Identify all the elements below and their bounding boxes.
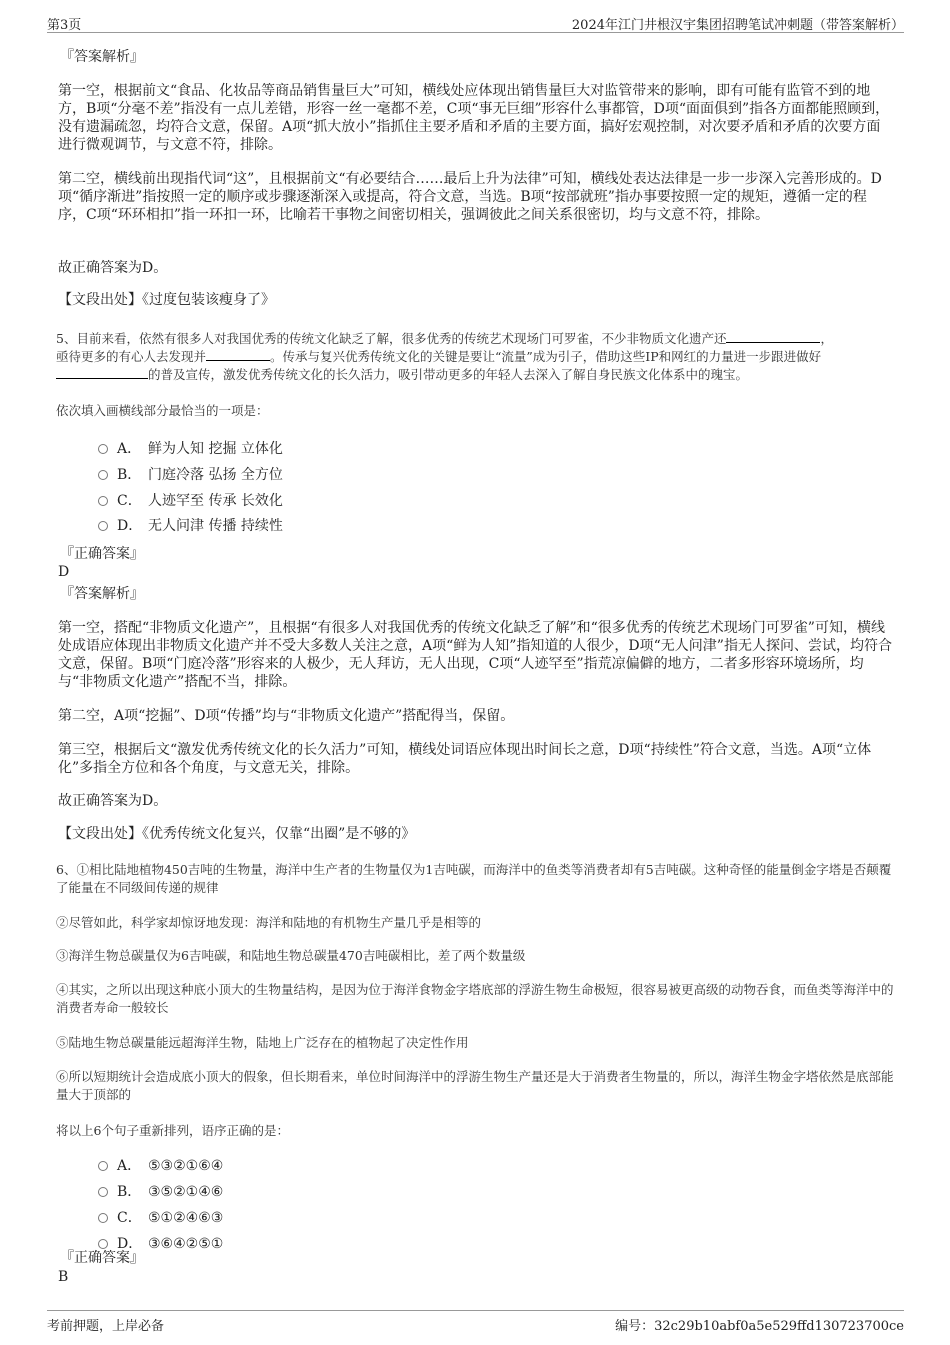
q4-analysis-label: 『答案解析』 bbox=[60, 49, 144, 65]
page-header bbox=[47, 12, 904, 33]
footer-slogan: 考前押题，上岸必备 bbox=[47, 1319, 165, 1334]
q6-answer: B bbox=[58, 1269, 69, 1285]
q5-option-d[interactable]: D． 无人问津 传播 持续性 bbox=[98, 517, 283, 535]
q5-analysis-para1: 第一空，搭配“非物质文化遗产”，且根据“有很多人对我国优秀的传统文化缺乏了解”和“很多优秀的传统艺术现场门可罗雀”可知，横线处成语应体现出非物质文化遗产并不受大多数人关注之意，A项“鲜为人知”指知道的人很少，D项“无人问津”指无人探问、尝试，均符合文意，保留。B项“门庭冷落”形容来的人极少，无人拜访，无人出现，C项“人迹罕至”指荒凉偏僻的地方，二者多形容环境场所，均与“非物质文化遗产”搭配不当，排除。 bbox=[58, 620, 892, 690]
q4-analysis-para2: 第二空，横线前出现指代词“这”，且根据前文“有必要结合……最后上升为法律”可知，横线处表达法律是一步一步深入完善形成的。D项“循序渐进”指按照一定的顺序或步骤逐渐深入或提高，符合文意，当选。B项“按部就班”指办事要按照一定的规矩，遵循一定的程序，C项“环环相扣”指一环扣一环，比喻若干事物之间密切相关，强调彼此之间关系很密切，均与文意不符，排除。 bbox=[58, 171, 882, 223]
q5-stem-part3: 亟待更多的有心人去发现并 bbox=[56, 349, 207, 364]
q6-sentence-3: ③海洋生物总碳量仅为6吉吨碳，和陆地生物总碳量470吉吨碳相比，差了两个数量级 bbox=[56, 948, 526, 963]
q5-analysis-para3: 第三空，根据后文“激发优秀传统文化的长久活力”可知，横线处词语应体现出时间长之意，D项“持续性”符合文意，当选。A项“立体化”多指全方位和各个角度，与文意无关，排除。 bbox=[58, 742, 872, 776]
q5-stem-part5: 的普及宣传，激发优秀传统文化的长久活力，吸引带动更多的年轻人去深入了解自身民族文化体系中的瑰宝。 bbox=[148, 367, 749, 382]
q5-answer-label: 『正确答案』 bbox=[60, 546, 144, 562]
radio-icon[interactable] bbox=[98, 496, 108, 506]
document-title: 2024年江门井根汉宇集团招聘笔试冲刺题（带答案解析） bbox=[571, 18, 904, 33]
q6-prompt: 将以上6个句子重新排列，语序正确的是： bbox=[56, 1123, 289, 1138]
q6-sentence-5: ⑤陆地生物总碳量能远超海洋生物，陆地上广泛存在的植物起了决定性作用 bbox=[56, 1035, 469, 1050]
q6-answer-label: 『正确答案』 bbox=[60, 1250, 144, 1266]
q4-analysis-para1: 第一空，根据前文“食品、化妆品等商品销售量巨大”可知，横线处应体现出销售量巨大对监管带来的影响，即有可能有监管不到的地方，B项“分毫不差”指没有一点儿差错，形容一丝一毫都不差，C项“事无巨细”形容什么事都管，D项“面面俱到”指各方面都能照顾到，没有遗漏疏忽，均符合文意，保留。A项“抓大放小”指抓住主要矛盾和矛盾的主要方面，搞好宏观控制，对次要矛盾和矛盾的次要方面进行微观调节，与文意不符，排除。 bbox=[58, 83, 890, 153]
q6-sentence-1: 6、①相比陆地植物450吉吨的生物量，海洋中生产者的生物量仅为1吉吨碳，而海洋中的鱼类等消费者却有5吉吨碳。这种奇怪的能量倒金字塔是否颠覆了能量在不同级间传递的规律 bbox=[56, 862, 892, 895]
q5-prompt: 依次填入画横线部分最恰当的一项是： bbox=[56, 403, 269, 418]
radio-icon[interactable] bbox=[98, 1161, 108, 1171]
radio-icon[interactable] bbox=[98, 521, 108, 531]
q4-source: 【文段出处】《过度包装该瘦身了》 bbox=[58, 292, 275, 308]
q6-option-b[interactable]: B． ③⑤②①④⑥ bbox=[98, 1183, 223, 1201]
radio-icon[interactable] bbox=[98, 1239, 108, 1249]
q5-blank-2 bbox=[206, 348, 270, 361]
q5-option-a[interactable]: A． 鲜为人知 挖掘 立体化 bbox=[98, 440, 283, 458]
footer-serial: 编号：32c29b10abf0a5e529ffd130723700ce bbox=[615, 1319, 904, 1334]
q6-sentence-4: ④其实，之所以出现这种底小顶大的生物量结构，是因为位于海洋食物金字塔底部的浮游生物生命极短，很容易被更高级的动物吞食，而鱼类等海洋中的消费者寿命一般较长 bbox=[56, 982, 894, 1015]
q5-source: 【文段出处】《优秀传统文化复兴，仅靠“出圈”是不够的》 bbox=[58, 826, 416, 842]
q4-conclusion: 故正确答案为D。 bbox=[58, 260, 168, 276]
radio-icon[interactable] bbox=[98, 1213, 108, 1223]
q5-answer: D bbox=[58, 564, 70, 580]
radio-icon[interactable] bbox=[98, 470, 108, 480]
q5-analysis-label: 『答案解析』 bbox=[60, 586, 144, 602]
page-footer bbox=[47, 1310, 904, 1337]
q5-option-b[interactable]: B． 门庭冷落 弘扬 全方位 bbox=[98, 466, 283, 484]
q5-analysis-para2: 第二空，A项“挖掘”、D项“传播”均与“非物质文化遗产”搭配得当，保留。 bbox=[58, 708, 515, 724]
q6-option-c[interactable]: C． ⑤①②④⑥③ bbox=[98, 1209, 223, 1227]
q6-sentence-2: ②尽管如此，科学家却惊讶地发现：海洋和陆地的有机物生产量几乎是相等的 bbox=[56, 915, 482, 930]
q5-stem-part2: ， bbox=[820, 331, 833, 346]
q6-option-a[interactable]: A． ⑤③②①⑥④ bbox=[98, 1157, 223, 1175]
q5-stem bbox=[56, 330, 896, 384]
radio-icon[interactable] bbox=[98, 444, 108, 454]
q5-stem-part1: 5、目前来看，依然有很多人对我国优秀的传统文化缺乏了解，很多优秀的传统艺术现场门可罗雀，不少非物质文化遗产还 bbox=[56, 331, 727, 346]
radio-icon[interactable] bbox=[98, 1187, 108, 1197]
q6-sentence-6: ⑥所以短期统计会造成底小顶大的假象，但长期看来，单位时间海洋中的浮游生物生产量还是大于消费者生物量的，所以，海洋生物金字塔依然是底部能量大于顶部的 bbox=[56, 1069, 894, 1102]
q5-blank-3 bbox=[56, 366, 148, 379]
page-number: 第3页 bbox=[47, 18, 82, 33]
q6-option-d[interactable]: D． ③⑥④②⑤① bbox=[98, 1235, 223, 1253]
q5-stem-part4: 。传承与复兴优秀传统文化的关键是要让“流量”成为引子，借助这些IP和网红的力量进一步跟进做好 bbox=[270, 349, 822, 364]
q5-conclusion: 故正确答案为D。 bbox=[58, 793, 168, 809]
q5-blank-1 bbox=[726, 330, 820, 343]
q5-option-c[interactable]: C． 人迹罕至 传承 长效化 bbox=[98, 492, 283, 510]
